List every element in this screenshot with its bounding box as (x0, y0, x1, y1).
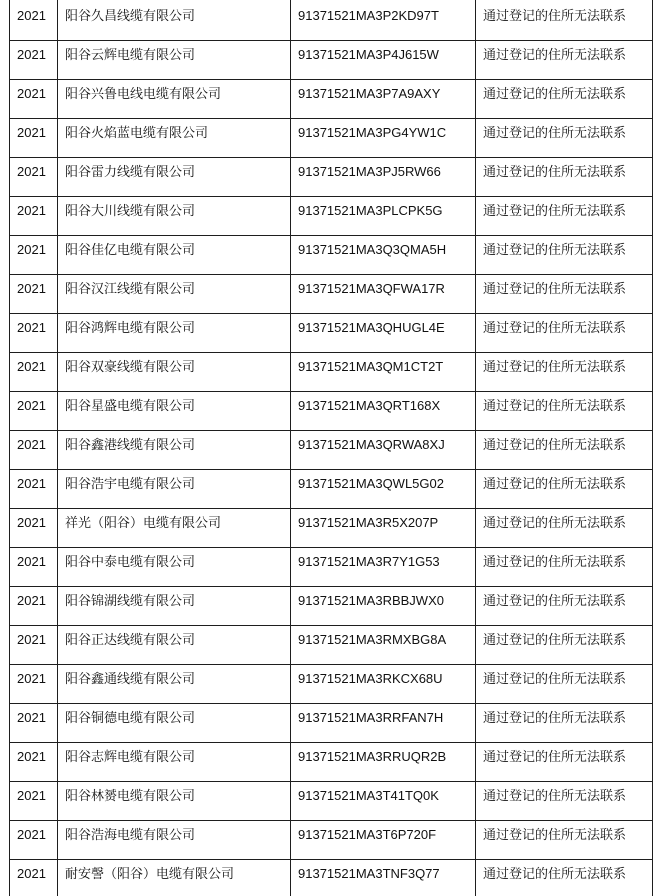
table-row (10, 704, 653, 743)
reason-cell: 通过登记的住所无法联系 (476, 626, 653, 664)
year-cell: 2021 (10, 236, 58, 274)
table-row (10, 275, 653, 314)
company-name-cell: 阳谷中泰电缆有限公司 (58, 548, 291, 586)
year-cell: 2021 (10, 80, 58, 118)
table-row (10, 860, 653, 896)
credit-code-cell: 91371521MA3P7A9AXY (291, 80, 476, 118)
year-cell: 2021 (10, 158, 58, 196)
year-cell: 2021 (10, 704, 58, 742)
reason-cell: 通过登记的住所无法联系 (476, 704, 653, 742)
reason-cell: 通过登记的住所无法联系 (476, 41, 653, 79)
year-cell: 2021 (10, 587, 58, 625)
registry-table (9, 0, 653, 896)
reason-cell: 通过登记的住所无法联系 (476, 392, 653, 430)
table-row (10, 392, 653, 431)
year-cell: 2021 (10, 119, 58, 157)
credit-code-cell: 91371521MA3RMXBG8A (291, 626, 476, 664)
credit-code-cell: 91371521MA3RRUQR2B (291, 743, 476, 781)
year-cell: 2021 (10, 314, 58, 352)
table-row (10, 314, 653, 353)
company-name-cell: 阳谷双豪线缆有限公司 (58, 353, 291, 391)
company-name-cell: 阳谷鑫通线缆有限公司 (58, 665, 291, 703)
table-row (10, 353, 653, 392)
reason-cell: 通过登记的住所无法联系 (476, 743, 653, 781)
company-name-cell: 阳谷鸿辉电缆有限公司 (58, 314, 291, 352)
credit-code-cell: 91371521MA3QHUGL4E (291, 314, 476, 352)
year-cell: 2021 (10, 626, 58, 664)
company-name-cell: 阳谷浩宇电缆有限公司 (58, 470, 291, 508)
table-row (10, 0, 653, 41)
credit-code-cell: 91371521MA3QM1CT2T (291, 353, 476, 391)
company-name-cell: 祥光（阳谷）电缆有限公司 (58, 509, 291, 547)
credit-code-cell: 91371521MA3PJ5RW66 (291, 158, 476, 196)
reason-cell: 通过登记的住所无法联系 (476, 470, 653, 508)
table-row (10, 41, 653, 80)
year-cell: 2021 (10, 431, 58, 469)
credit-code-cell: 91371521MA3P4J615W (291, 41, 476, 79)
reason-cell: 通过登记的住所无法联系 (476, 158, 653, 196)
company-name-cell: 阳谷云辉电缆有限公司 (58, 41, 291, 79)
company-name-cell: 阳谷兴鲁电线电缆有限公司 (58, 80, 291, 118)
credit-code-cell: 91371521MA3RBBJWX0 (291, 587, 476, 625)
table-row (10, 119, 653, 158)
year-cell: 2021 (10, 275, 58, 313)
company-name-cell: 阳谷正达线缆有限公司 (58, 626, 291, 664)
credit-code-cell: 91371521MA3R5X207P (291, 509, 476, 547)
reason-cell: 通过登记的住所无法联系 (476, 548, 653, 586)
reason-cell: 通过登记的住所无法联系 (476, 197, 653, 235)
table-row (10, 626, 653, 665)
year-cell: 2021 (10, 353, 58, 391)
reason-cell: 通过登记的住所无法联系 (476, 665, 653, 703)
company-name-cell: 阳谷志辉电缆有限公司 (58, 743, 291, 781)
reason-cell: 通过登记的住所无法联系 (476, 509, 653, 547)
credit-code-cell: 91371521MA3QRT168X (291, 392, 476, 430)
company-name-cell: 阳谷雷力线缆有限公司 (58, 158, 291, 196)
reason-cell: 通过登记的住所无法联系 (476, 119, 653, 157)
credit-code-cell: 91371521MA3T6P720F (291, 821, 476, 859)
reason-cell: 通过登记的住所无法联系 (476, 860, 653, 896)
year-cell: 2021 (10, 743, 58, 781)
table-row (10, 782, 653, 821)
reason-cell: 通过登记的住所无法联系 (476, 431, 653, 469)
company-name-cell: 阳谷锦湖线缆有限公司 (58, 587, 291, 625)
company-name-cell: 阳谷林赟电缆有限公司 (58, 782, 291, 820)
table-row (10, 197, 653, 236)
year-cell: 2021 (10, 821, 58, 859)
reason-cell: 通过登记的住所无法联系 (476, 587, 653, 625)
credit-code-cell: 91371521MA3R7Y1G53 (291, 548, 476, 586)
credit-code-cell: 91371521MA3PG4YW1C (291, 119, 476, 157)
credit-code-cell: 91371521MA3Q3QMA5H (291, 236, 476, 274)
year-cell: 2021 (10, 392, 58, 430)
company-name-cell: 阳谷星盛电缆有限公司 (58, 392, 291, 430)
company-name-cell: 阳谷铜德电缆有限公司 (58, 704, 291, 742)
year-cell: 2021 (10, 509, 58, 547)
company-name-cell: 阳谷大川线缆有限公司 (58, 197, 291, 235)
year-cell: 2021 (10, 665, 58, 703)
table-row (10, 80, 653, 119)
credit-code-cell: 91371521MA3QFWA17R (291, 275, 476, 313)
reason-cell: 通过登记的住所无法联系 (476, 236, 653, 274)
credit-code-cell: 91371521MA3QRWA8XJ (291, 431, 476, 469)
reason-cell: 通过登记的住所无法联系 (476, 0, 653, 40)
reason-cell: 通过登记的住所无法联系 (476, 275, 653, 313)
company-name-cell: 阳谷火焰蓝电缆有限公司 (58, 119, 291, 157)
year-cell: 2021 (10, 197, 58, 235)
table-row (10, 743, 653, 782)
company-name-cell: 阳谷浩海电缆有限公司 (58, 821, 291, 859)
credit-code-cell: 91371521MA3RKCX68U (291, 665, 476, 703)
company-name-cell: 阳谷佳亿电缆有限公司 (58, 236, 291, 274)
credit-code-cell: 91371521MA3T41TQ0K (291, 782, 476, 820)
reason-cell: 通过登记的住所无法联系 (476, 782, 653, 820)
company-name-cell: 阳谷久昌线缆有限公司 (58, 0, 291, 40)
year-cell: 2021 (10, 470, 58, 508)
reason-cell: 通过登记的住所无法联系 (476, 821, 653, 859)
table-row (10, 236, 653, 275)
table-row (10, 470, 653, 509)
year-cell: 2021 (10, 860, 58, 896)
table-row (10, 665, 653, 704)
table-row (10, 431, 653, 470)
year-cell: 2021 (10, 548, 58, 586)
table-row (10, 509, 653, 548)
reason-cell: 通过登记的住所无法联系 (476, 353, 653, 391)
reason-cell: 通过登记的住所无法联系 (476, 314, 653, 352)
table-row (10, 587, 653, 626)
credit-code-cell: 91371521MA3RRFAN7H (291, 704, 476, 742)
reason-cell: 通过登记的住所无法联系 (476, 80, 653, 118)
company-name-cell: 阳谷鑫港线缆有限公司 (58, 431, 291, 469)
credit-code-cell: 91371521MA3P2KD97T (291, 0, 476, 40)
credit-code-cell: 91371521MA3PLCPK5G (291, 197, 476, 235)
table-row (10, 158, 653, 197)
table-row (10, 548, 653, 587)
credit-code-cell: 91371521MA3TNF3Q77 (291, 860, 476, 896)
credit-code-cell: 91371521MA3QWL5G02 (291, 470, 476, 508)
table-row (10, 821, 653, 860)
year-cell: 2021 (10, 782, 58, 820)
year-cell: 2021 (10, 0, 58, 40)
year-cell: 2021 (10, 41, 58, 79)
company-name-cell: 阳谷汉江线缆有限公司 (58, 275, 291, 313)
company-name-cell: 耐安謦（阳谷）电缆有限公司 (58, 860, 291, 896)
